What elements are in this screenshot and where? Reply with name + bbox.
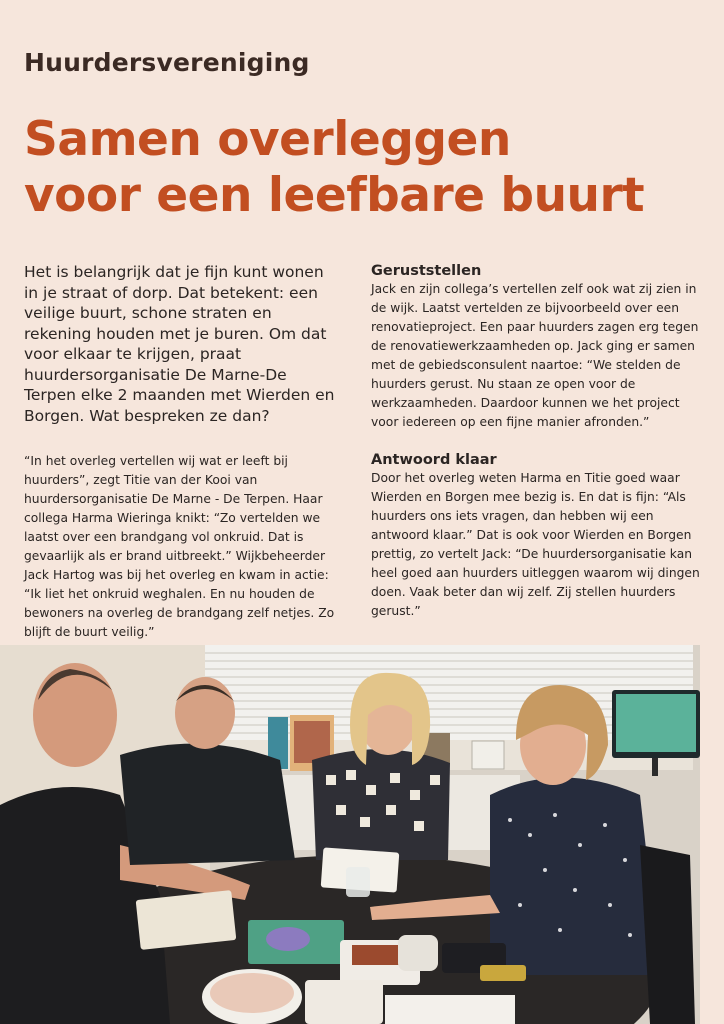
section-body: Door het overleg weten Harma en Titie goed waar Wierden en Borgen mee bezig is. En dat is fijn: “Als huurders ons iets vragen, dan hebben wij een antwoord klaar.” Dat is ook voor Wierden en Borgen prettig, zo vertelt Jack: “De huurdersorganisatie kan heel goed aan huurders uitleggen waarom wij dingen doen. Vaak beter dan wij zelf. Zij stellen huurders gerust.” (371, 471, 700, 618)
glass (346, 867, 370, 897)
section-title: Antwoord klaar (371, 452, 497, 468)
quote-block (24, 452, 342, 642)
section-geruststellen (371, 262, 707, 432)
title-line-2: voor een leefbare buurt (24, 168, 645, 223)
pen-holder (305, 980, 383, 1024)
section-antwoord-klaar (371, 451, 707, 621)
accessory (480, 965, 526, 981)
page-title (24, 112, 704, 224)
coffee-cup (398, 935, 438, 971)
title-line-1: Samen overleggen (24, 112, 511, 167)
section-body: Jack en zijn collega’s vertellen zelf ook wat zij zien in de wijk. Laatst vertelden ze bijvoorbeeld over een renovatieproject. Een paar huurders zagen erg tegen de renovatiewerkzaamheden op. Jack ging er samen met de gebiedsconsulent naartoe: “We stelden de huurders gerust. Nu staan ze open voor de werkzaamheden. Daardoor kunnen we het project voor iedereen op een fijne manier afronden.” (371, 282, 699, 429)
open-book (136, 890, 237, 950)
papers (385, 995, 515, 1024)
meeting-photo (0, 645, 700, 1024)
section-title: Geruststellen (371, 263, 482, 279)
lead-paragraph: Het is belangrijk dat je fijn kunt wonen in je straat of dorp. Dat betekent: een veilige buurt, schone straten en rekening houden met je buren. Om dat voor elkaar te krijgen, praat huurdersorganisatie De Marne-De Terpen elke 2 maanden met Wierden en Borgen. Wat bespreken ze dan? (24, 263, 335, 425)
meeting-photo-illustration (0, 645, 700, 1024)
section-kicker: Huurdersvereniging (24, 48, 310, 77)
desk-item (472, 741, 504, 769)
right-column (371, 262, 707, 621)
left-column (24, 262, 342, 642)
quote-paragraph: “In het overleg vertellen wij wat er leeft bij huurders”, zegt Titie van der Kooi van huurdersorganisatie De Marne - De Terpen. Haar collega Harma Wieringa knikt: “Zo vertelden we laatst over een brandgang vol onkruid. Dat is gevaarlijk als er brand uitbreekt.” Wijkbeheerder Jack Hartog was bij het overleg en kwam in actie: “Ik liet het onkruid weghalen. En nu houden de bewoners na overleg de brandgang zelf netjes. Zo blijft de buurt veilig.” (24, 454, 335, 639)
